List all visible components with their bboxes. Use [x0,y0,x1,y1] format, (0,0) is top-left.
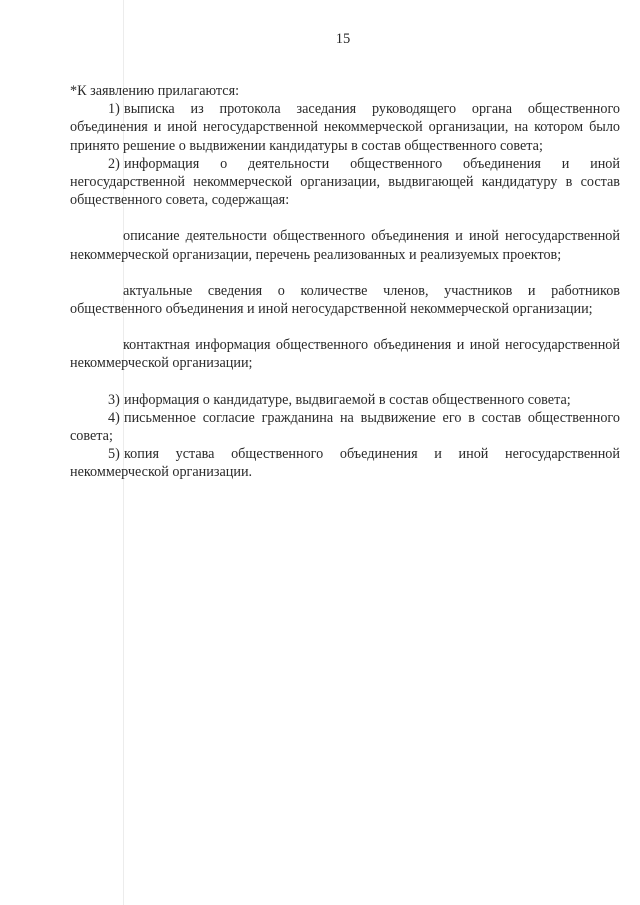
list-item-3 [70,391,620,409]
page-number: 15 [335,31,351,47]
list-item-number: 1) [108,101,120,118]
list-item-text: копия устава общественного объединения и иной негосударственной некоммерческой организации. [70,446,620,481]
list-item-text: информация о деятельности общественного объединения и иной негосударственной некоммерческой организации, выдвигающей кандидатуру в состав общественного совета, содержащая: [70,155,620,209]
document-body [70,82,620,482]
list-item-number: 2) [108,155,120,172]
attachments-intro: *К заявлению прилагаются: [70,83,240,99]
list-item-5 [70,445,620,481]
list-item-4 [70,409,620,445]
sub-item-contacts: контактная информация общественного объединения и иной негосударственной некоммерческой организации; [70,337,620,372]
list-item-2 [70,155,620,210]
sub-item-description: описание деятельности общественного объединения и иной негосударственной некоммерческой организации, перечень реализованных и реализуемых проектов; [70,228,620,263]
list-item-number: 3) [108,391,120,408]
list-item-number: 4) [108,409,120,426]
list-item-number: 5) [108,446,120,463]
list-item-text: письменное согласие гражданина на выдвижение его в состав общественного совета; [70,409,620,445]
list-item-text: выписка из протокола заседания руководящего органа общественного объединения и иной негосударственной некоммерческой организации, на котором было принято решение о выдвижении кандидатуры в состав общественного совета; [70,101,620,154]
list-item-text: информация о кандидатуре, выдвигаемой в состав общественного совета; [124,391,571,408]
sub-item-membership: актуальные сведения о количестве членов, участников и работников общественного объединения и иной негосударственной некоммерческой организации; [70,282,620,318]
list-item-1 [70,100,620,155]
